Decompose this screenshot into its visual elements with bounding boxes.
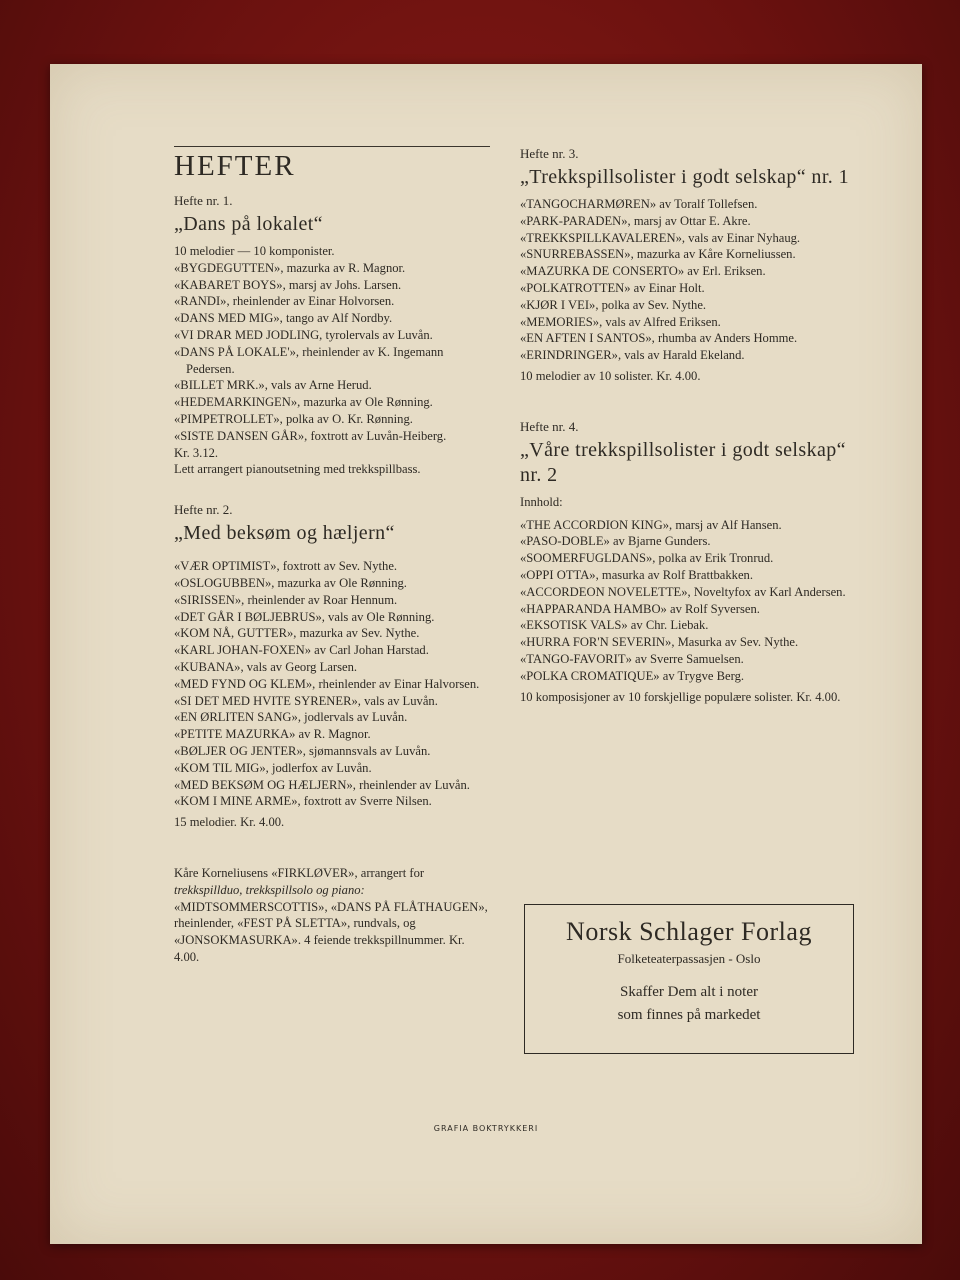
hefte-number: Hefte nr. 3. xyxy=(520,146,579,161)
heading-rule xyxy=(174,146,490,147)
publisher-slogan xyxy=(525,981,853,1027)
song-entry: «DANS PÅ LOKALE'», rheinlender av K. Ingemann Pedersen. xyxy=(174,344,444,376)
hefte-number: Hefte nr. 1. xyxy=(174,193,233,208)
song-entry: «PARK-PARADEN», marsj av Ottar E. Akre. xyxy=(520,213,751,228)
song-entry: «KABARET BOYS», marsj av Johs. Larsen. xyxy=(174,277,402,292)
song-entry: «SIRISSEN», rheinlender av Roar Hennum. xyxy=(174,592,398,607)
hefte-number: Hefte nr. 2. xyxy=(174,502,233,518)
catalog-page xyxy=(50,64,922,1244)
hefte-price: 10 komposisjoner av 10 forskjellige populære solister. Kr. 4.00. xyxy=(520,689,841,704)
hefte-price: 10 melodier av 10 solister. Kr. 4.00. xyxy=(520,368,701,383)
song-entry: «POLKA CROMATIQUE» av Trygve Berg. xyxy=(520,668,745,683)
slogan-line: Skaffer Dem alt i noter xyxy=(619,984,758,1000)
song-entry: «DANS MED MIG», tango av Alf Nordby. xyxy=(174,311,393,326)
song-entry: «HEDEMARKINGEN», mazurka av Ole Rønning. xyxy=(174,395,433,410)
song-entry: «TREKKSPILLKAVALEREN», vals av Einar Nyhaug. xyxy=(520,230,801,245)
hefte-2-section xyxy=(174,502,490,831)
publisher-advert xyxy=(524,904,854,1054)
hefte-price: Kr. 3.12. xyxy=(174,445,219,460)
song-entry: «SI DET MED HVITE SYRENER», vals av Luvån. xyxy=(174,693,438,708)
hefte-number: Hefte nr. 4. xyxy=(520,418,579,434)
song-entry: «SISTE DANSEN GÅR», foxtrott av Luvån-Heiberg. xyxy=(174,428,447,443)
song-entry: «MED BEKSØM OG HÆLJERN», rheinlender av Luvån. xyxy=(174,777,470,792)
song-entry: «MEMORIES», vals av Alfred Eriksen. xyxy=(520,314,721,329)
song-entry: «POLKATROTTEN» av Einar Holt. xyxy=(520,280,705,295)
hefte-title: „Trekkspillsolister i godt selskap“ nr. 1 xyxy=(520,166,849,188)
firklover-section xyxy=(174,865,490,966)
hefte-title: „Våre trekkspillsolister i godt selskap“ nr. 2 xyxy=(520,438,846,486)
song-entry: «PASO-DOBLE» av Bjarne Gunders. xyxy=(520,534,711,549)
hefte-1-section xyxy=(174,193,490,478)
hefte-note: Lett arrangert pianoutsetning med trekkspillbass. xyxy=(174,462,421,477)
song-entry: «HURRA FOR'N SEVERIN», Masurka av Sev. Nythe. xyxy=(520,635,799,650)
song-entry: «BYGDEGUTTEN», mazurka av R. Magnor. xyxy=(174,260,406,275)
contents-label: Innhold: xyxy=(520,494,563,509)
firklover-intro: Kåre Korneliusens «FIRKLØVER», arrangert for xyxy=(174,865,425,880)
song-entry: «SOOMERFUGLDANS», polka av Erik Tronrud. xyxy=(520,551,774,566)
song-entry: «EKSOTISK VALS» av Chr. Liebak. xyxy=(520,618,709,633)
song-entry: «TANGO-FAVORIT» av Sverre Samuelsen. xyxy=(520,651,744,666)
song-entry: «BILLET MRK.», vals av Arne Herud. xyxy=(174,378,372,393)
song-entry: «KOM TIL MIG», jodlerfox av Luvån. xyxy=(174,760,372,775)
publisher-address: Folketeaterpassasjen - Oslo xyxy=(617,951,761,966)
publisher-name: Norsk Schlager Forlag xyxy=(566,917,812,946)
song-entry: «KOM NÅ, GUTTER», mazurka av Sev. Nythe. xyxy=(174,626,420,641)
song-entry: «HAPPARANDA HAMBO» av Rolf Syversen. xyxy=(520,601,760,616)
hefte-4-section xyxy=(520,419,850,706)
right-column xyxy=(520,146,850,705)
song-entry: «EN AFTEN I SANTOS», rhumba av Anders Homme. xyxy=(520,331,798,346)
song-entry: «KOM I MINE ARME», foxtrott av Sverre Nilsen. xyxy=(174,794,432,809)
left-column xyxy=(174,146,490,966)
song-entry: «RANDI», rheinlender av Einar Holvorsen. xyxy=(174,294,395,309)
song-entry: «PIMPETROLLET», polka av O. Kr. Rønning. xyxy=(174,411,413,426)
firklover-instruments: trekkspillduo, trekkspillsolo og piano: xyxy=(174,882,365,897)
firklover-body: «MIDTSOMMERSCOTTIS», «DANS PÅ FLÅTHAUGEN», rheinlender, «FEST PÅ SLETTA», rundvals, og «JONSOKMASURKA». 4 feiende trekkspillnummer. Kr. 4.00. xyxy=(174,899,488,964)
page-heading: HEFTER xyxy=(174,150,296,182)
song-entry: «OSLOGUBBEN», mazurka av Ole Rønning. xyxy=(174,575,407,590)
hefte-title: „Dans på lokalet“ xyxy=(174,213,323,235)
hefte-3-section xyxy=(520,146,850,385)
hefte-subtitle: 10 melodier — 10 komponister. xyxy=(174,244,335,258)
song-entry: «ERINDRINGER», vals av Harald Ekeland. xyxy=(520,348,745,363)
song-entry: «VI DRAR MED JODLING, tyrolervals av Luvån. xyxy=(174,327,433,342)
song-entry: «THE ACCORDION KING», marsj av Alf Hansen. xyxy=(520,517,782,532)
hefte-price: 15 melodier. Kr. 4.00. xyxy=(174,815,285,830)
song-entry: «OPPI OTTA», masurka av Rolf Brattbakken. xyxy=(520,567,753,582)
song-entry: «TANGOCHARMØREN» av Toralf Tollefsen. xyxy=(520,197,758,211)
song-entry: «EN ØRLITEN SANG», jodlervals av Luvån. xyxy=(174,710,408,725)
song-entry: «PETITE MAZURKA» av R. Magnor. xyxy=(174,727,371,742)
song-entry: «MAZURKA DE CONSERTO» av Erl. Eriksen. xyxy=(520,264,766,279)
printer-credit: GRAFIA BOKTRYKKERI xyxy=(433,1124,539,1133)
song-entry: «VÆR OPTIMIST», foxtrott av Sev. Nythe. xyxy=(174,559,398,574)
song-entry: «KARL JOHAN-FOXEN» av Carl Johan Harstad. xyxy=(174,643,429,658)
hefte-title: „Med beksøm og hæljern“ xyxy=(174,522,395,545)
song-entry: «ACCORDEON NOVELETTE», Noveltyfox av Karl Andersen. xyxy=(520,584,846,599)
song-entry: «MED FYND OG KLEM», rheinlender av Einar Halvorsen. xyxy=(174,676,480,691)
song-entry: «DET GÅR I BØLJEBRUS», vals av Ole Rønning. xyxy=(174,609,435,624)
slogan-line: som finnes på markedet xyxy=(617,1007,761,1023)
song-entry: «KUBANA», vals av Georg Larsen. xyxy=(174,659,358,674)
song-entry: «BØLJER OG JENTER», sjømannsvals av Luvån. xyxy=(174,743,431,758)
song-entry: «SNURREBASSEN», mazurka av Kåre Korneliussen. xyxy=(520,247,796,262)
song-entry: «KJØR I VEI», polka av Sev. Nythe. xyxy=(520,297,707,312)
